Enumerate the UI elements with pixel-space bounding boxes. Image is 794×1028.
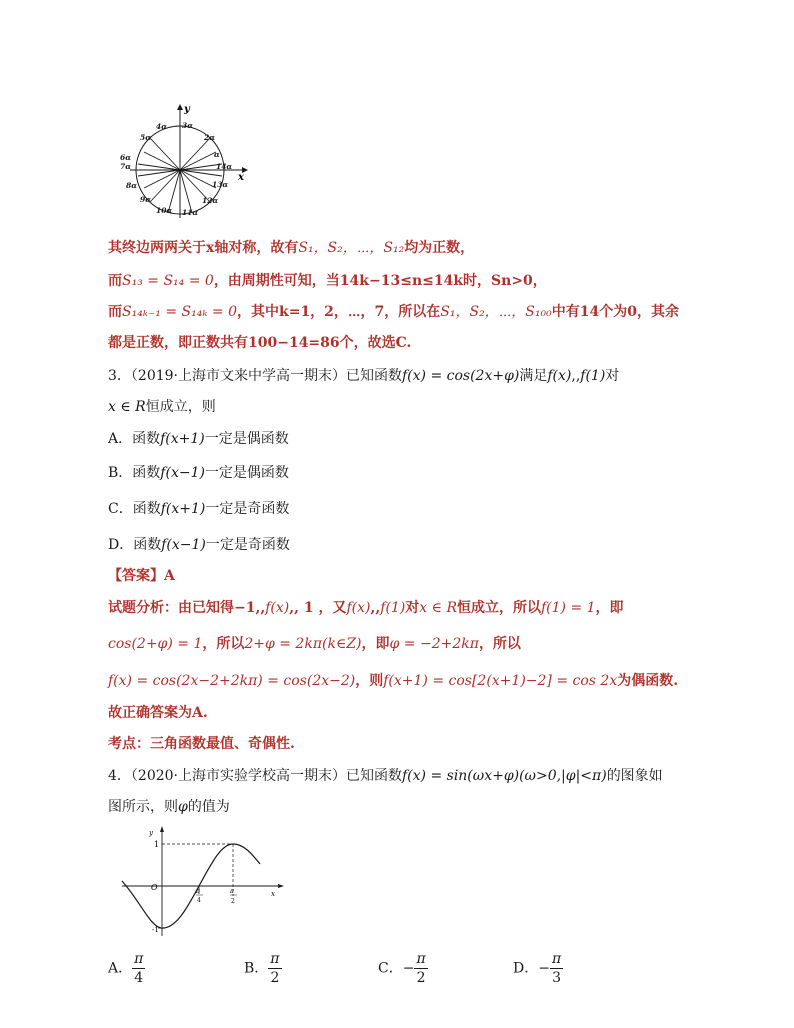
solution-line-2: 而S₁₃ = S₁₄ = 0，由周期性可知，当14k−13≤n≤14k时，Sn>0， [108, 273, 547, 289]
angle-label: 11α [182, 208, 199, 217]
fraction: $\frac{\pi}{2}$ [416, 951, 426, 986]
q3-option-b[interactable]: B．函数f(x−1)一定是偶函数 [108, 465, 289, 481]
graph-one-label: 1 [154, 840, 160, 849]
angle-label: 3α [182, 121, 193, 130]
y-axis-arrow [177, 104, 183, 110]
angle-label: 10α [156, 206, 173, 215]
q4-choice-b[interactable]: B． $\frac{\pi}{2}$ [244, 951, 280, 986]
q4-stem-line-1: 4．（2020·上海市实验学校高一期末）已知函数f(x) = sin(ωx+φ)(ω>0,|φ|<π)的图象如 [108, 768, 663, 784]
q4-choice-d[interactable]: D．− $\frac{\pi}{3}$ [513, 951, 562, 986]
solution-line-1: 其终边两两关于x轴对称，故有S₁，S₂，⋯，S₁₂均为正数， [108, 240, 475, 256]
graph-x-label: x [271, 890, 275, 898]
q3-stem-line-2: x ∈ R恒成立，则 [108, 399, 216, 415]
angle-label: 8α [126, 181, 137, 190]
q3-analysis-line-1: 试题分析：由已知得−1,,f(x),, 1 ，又f(x),,f(1)对x ∈ R恒成立，所以f(1) = 1，即 [108, 600, 624, 616]
solution-line-3: 而S₁₄ₖ₋₁ = S₁₄ₖ = 0，其中k=1，2，⋯，7，所以在S₁，S₂，⋯，S₁₀₀中有14个为0，其余 [108, 304, 679, 320]
y-axis-label: y [184, 104, 190, 115]
q3-option-a[interactable]: A．函数f(x+1)一定是偶函数 [108, 431, 289, 447]
fraction: $\frac{\pi}{3}$ [551, 951, 562, 986]
tick-pi-2-den: 2 [231, 898, 235, 905]
angle-label: 13α [212, 180, 229, 189]
solution-line-4: 都是正数，即正数共有100−14=86个，故选C. [108, 335, 412, 351]
angle-label: 14α [216, 162, 233, 171]
q3-option-d[interactable]: D．函数f(x−1)一定是奇函数 [108, 537, 290, 553]
graph-y-arrow [160, 826, 164, 832]
unit-circle-figure [108, 100, 248, 220]
sine-graph [118, 826, 288, 938]
graph-negone-label: -1 [152, 926, 159, 934]
angle-label: 5α [140, 133, 151, 142]
q4-choice-a[interactable]: A． $\frac{\pi}{4}$ [108, 951, 144, 986]
tick-pi-2-num: π [230, 888, 234, 895]
angle-label: 12α [202, 196, 219, 205]
q3-analysis-line-2: cos(2+φ) = 1，所以2+φ = 2kπ(k∈Z)，即φ = −2+2kπ，所以 [108, 636, 521, 652]
q3-stem-line-1: 3．（2019·上海市文来中学高一期末）已知函数f(x) = cos(2x+φ)满足f(x),,f(1)对 [108, 368, 620, 384]
graph-y-label: y [149, 829, 153, 837]
q3-kaodian: 考点：三角函数最值、奇偶性. [108, 736, 295, 752]
q3-conclusion: 故正确答案为A. [108, 705, 208, 721]
q3-option-c[interactable]: C．函数f(x+1)一定是奇函数 [108, 501, 290, 517]
angle-label: 9α [140, 195, 151, 204]
angle-label: 2α [204, 133, 215, 142]
angle-label: 4α [156, 122, 167, 131]
angle-label: α [214, 150, 220, 159]
fraction: $\frac{\pi}{2}$ [270, 951, 280, 986]
graph-origin-label: O [151, 883, 158, 892]
angle-label: 7α [120, 162, 131, 171]
q4-stem-line-2: 图所示，则φ的值为 [108, 799, 230, 815]
q3-answer: 【答案】A [108, 568, 175, 584]
x-axis-label: x [238, 172, 244, 183]
angle-label: 6α [120, 153, 131, 162]
graph-x-arrow [278, 884, 284, 888]
q4-choice-c[interactable]: C．− $\frac{\pi}{2}$ [378, 951, 426, 986]
fraction: $\frac{\pi}{4}$ [134, 951, 144, 986]
q3-analysis-line-3: f(x) = cos(2x−2+2kπ) = cos(2x−2)，则f(x+1) = cos[2(x+1)−2] = cos 2x为偶函数. [108, 673, 679, 689]
tick-pi-4-num: π [196, 888, 200, 895]
tick-pi-4-den: 4 [197, 897, 201, 904]
